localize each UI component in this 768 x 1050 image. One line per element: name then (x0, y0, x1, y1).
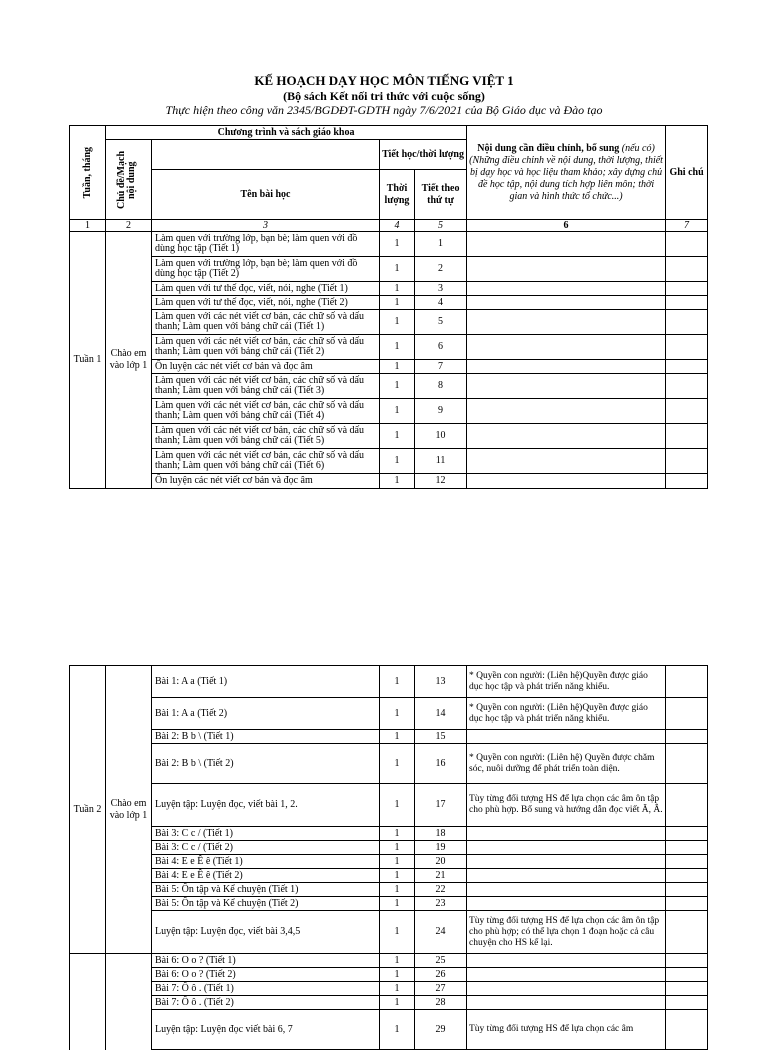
remark-cell (666, 232, 708, 257)
order-cell: 5 (415, 310, 467, 335)
week1-rows (70, 232, 708, 489)
order-cell: 7 (415, 360, 467, 374)
remark-cell (666, 855, 708, 869)
adjust-cell (467, 399, 666, 424)
duration-cell: 1 (380, 232, 415, 257)
remark-cell (666, 897, 708, 911)
lesson-cell: Ôn luyện các nét viết cơ bản và đọc âm (152, 360, 380, 374)
table-row (70, 474, 708, 489)
remark-cell (666, 698, 708, 730)
order-cell: 18 (415, 827, 467, 841)
order-cell: 11 (415, 449, 467, 474)
adjust-cell (467, 310, 666, 335)
header-remark: Ghi chú (666, 126, 708, 220)
remark-cell (666, 474, 708, 489)
table-row (70, 841, 708, 855)
remark-cell (666, 744, 708, 784)
plan-table-page-2 (69, 665, 708, 1050)
table-row (70, 996, 708, 1010)
lesson-cell: Bài 1: A a (Tiết 1) (152, 666, 380, 698)
remark-cell (666, 968, 708, 982)
header-lesson-name: Tên bài học (152, 170, 380, 220)
remark-cell (666, 374, 708, 399)
remark-cell (666, 335, 708, 360)
adjust-cell: Tùy từng đối tượng HS để lựa chọn các âm ôn tập cho phù hợp. Bổ sung và hướng dẫn đọc viết Ă, Â. (467, 784, 666, 827)
header-periods: Tiết học/thời lượng (380, 140, 467, 170)
table-row (70, 449, 708, 474)
order-cell: 10 (415, 424, 467, 449)
header-program: Chương trình và sách giáo khoa (106, 126, 467, 140)
lesson-cell: Làm quen với trường lớp, bạn bè; làm quen với đồ dùng học tập (Tiết 2) (152, 257, 380, 282)
adjust-cell (467, 296, 666, 310)
order-cell: 13 (415, 666, 467, 698)
adjust-cell: * Quyền con người: (Liên hệ)Quyền được giáo dục học tập và phát triển năng khiếu. (467, 666, 666, 698)
lesson-cell: Làm quen với các nét viết cơ bản, các chữ số và dấu thanh; Làm quen với bảng chữ cái (Tiết 2) (152, 335, 380, 360)
order-cell: 28 (415, 996, 467, 1010)
adjust-cell: * Quyền con người: (Liên hệ) Quyền được chăm sóc, nuôi dưỡng để phát triển toàn diện. (467, 744, 666, 784)
week-cell: Tuần 2 (70, 666, 106, 954)
duration-cell: 1 (380, 730, 415, 744)
adjust-cell (467, 374, 666, 399)
duration-cell: 1 (380, 1010, 415, 1050)
table-row (70, 911, 708, 954)
table-row (70, 310, 708, 335)
order-cell: 27 (415, 982, 467, 996)
remark-cell (666, 869, 708, 883)
table-row (70, 883, 708, 897)
duration-cell: 1 (380, 666, 415, 698)
document-header (0, 73, 768, 118)
order-cell: 22 (415, 883, 467, 897)
remark-cell (666, 257, 708, 282)
table-row (70, 282, 708, 296)
order-cell: 15 (415, 730, 467, 744)
remark-cell (666, 449, 708, 474)
lesson-cell: Bài 6: O o ? (Tiết 2) (152, 968, 380, 982)
order-cell: 3 (415, 282, 467, 296)
table-row (70, 730, 708, 744)
duration-cell: 1 (380, 911, 415, 954)
header-number-row: 1 2 3 4 5 6 7 (70, 220, 708, 232)
lesson-cell: Làm quen với tư thế đọc, viết, nói, nghe (Tiết 1) (152, 282, 380, 296)
adjust-cell (467, 954, 666, 968)
duration-cell: 1 (380, 954, 415, 968)
duration-cell: 1 (380, 257, 415, 282)
topic-cell (106, 954, 152, 1050)
adjust-cell: * Quyền con người: (Liên hệ)Quyền được giáo dục học tập và phát triển năng khiếu. (467, 698, 666, 730)
duration-cell: 1 (380, 744, 415, 784)
remark-cell (666, 424, 708, 449)
header-week: Tuần, tháng (70, 126, 106, 220)
lesson-cell: Luyện tập: Luyện đọc, viết bài 3,4,5 (152, 911, 380, 954)
table-row (70, 982, 708, 996)
remark-cell (666, 360, 708, 374)
order-cell: 9 (415, 399, 467, 424)
order-cell: 26 (415, 968, 467, 982)
adjust-cell: Tùy từng đối tượng HS để lựa chọn các âm (467, 1010, 666, 1050)
order-cell: 6 (415, 335, 467, 360)
document-title: KẾ HOẠCH DẠY HỌC MÔN TIẾNG VIỆT 1 (254, 73, 514, 88)
header-blank (152, 140, 380, 170)
order-cell: 4 (415, 296, 467, 310)
adjust-cell (467, 424, 666, 449)
lesson-cell: Bài 7: Ô ô . (Tiết 1) (152, 982, 380, 996)
order-cell: 16 (415, 744, 467, 784)
remark-cell (666, 1010, 708, 1050)
adjust-cell (467, 257, 666, 282)
table-row (70, 744, 708, 784)
order-cell: 19 (415, 841, 467, 855)
duration-cell: 1 (380, 869, 415, 883)
table-row (70, 232, 708, 257)
order-cell: 1 (415, 232, 467, 257)
remark-cell (666, 911, 708, 954)
document-subtitle: (Bộ sách Kết nối tri thức với cuộc sống) (283, 89, 485, 103)
lesson-cell: Bài 3: C c / (Tiết 2) (152, 841, 380, 855)
lesson-cell: Bài 2: B b \ (Tiết 1) (152, 730, 380, 744)
lesson-cell: Bài 5: Ôn tập và Kể chuyện (Tiết 1) (152, 883, 380, 897)
lesson-cell: Bài 6: O o ? (Tiết 1) (152, 954, 380, 968)
order-cell: 21 (415, 869, 467, 883)
table-row (70, 257, 708, 282)
lesson-cell: Làm quen với các nét viết cơ bản, các chữ số và dấu thanh; Làm quen với bảng chữ cái (Tiết 3) (152, 374, 380, 399)
order-cell: 20 (415, 855, 467, 869)
lesson-cell: Bài 2: B b \ (Tiết 2) (152, 744, 380, 784)
remark-cell (666, 996, 708, 1010)
table-row (70, 968, 708, 982)
adjust-cell (467, 474, 666, 489)
week2-rows (70, 666, 708, 954)
header-order: Tiết theo thứ tự (415, 170, 467, 220)
table-row (70, 374, 708, 399)
lesson-cell: Làm quen với các nét viết cơ bản, các chữ số và dấu thanh; Làm quen với bảng chữ cái (Tiết 6) (152, 449, 380, 474)
duration-cell: 1 (380, 474, 415, 489)
table-row (70, 855, 708, 869)
duration-cell: 1 (380, 968, 415, 982)
duration-cell: 1 (380, 841, 415, 855)
order-cell: 2 (415, 257, 467, 282)
duration-cell: 1 (380, 698, 415, 730)
duration-cell: 1 (380, 449, 415, 474)
remark-cell (666, 666, 708, 698)
lesson-cell: Bài 3: C c / (Tiết 1) (152, 827, 380, 841)
adjust-cell (467, 897, 666, 911)
remark-cell (666, 296, 708, 310)
adjust-cell (467, 360, 666, 374)
lesson-cell: Luyện tập: Luyện đọc, viết bài 1, 2. (152, 784, 380, 827)
adjust-cell (467, 232, 666, 257)
table-row (70, 399, 708, 424)
duration-cell: 1 (380, 399, 415, 424)
adjust-cell (467, 827, 666, 841)
plan-table-page-1 (69, 125, 708, 489)
header-duration: Thời lượng (380, 170, 415, 220)
order-cell: 29 (415, 1010, 467, 1050)
week-cell: Tuần 1 (70, 232, 106, 489)
remark-cell (666, 954, 708, 968)
adjust-cell (467, 869, 666, 883)
lesson-cell: Bài 7: Ô ô . (Tiết 2) (152, 996, 380, 1010)
duration-cell: 1 (380, 374, 415, 399)
order-cell: 8 (415, 374, 467, 399)
adjust-cell (467, 730, 666, 744)
duration-cell: 1 (380, 883, 415, 897)
remark-cell (666, 841, 708, 855)
adjust-cell (467, 282, 666, 296)
week3-rows (70, 954, 708, 1050)
lesson-cell: Luyện tập: Luyện đọc viết bài 6, 7 (152, 1010, 380, 1050)
lesson-cell: Làm quen với tư thế đọc, viết, nói, nghe (Tiết 2) (152, 296, 380, 310)
lesson-cell: Bài 4: E e Ê ê (Tiết 1) (152, 855, 380, 869)
topic-cell: Chào em vào lớp 1 (106, 666, 152, 954)
table-row (70, 827, 708, 841)
lesson-cell: Làm quen với các nét viết cơ bản, các chữ số và dấu thanh; Làm quen với bảng chữ cái (Tiết 5) (152, 424, 380, 449)
adjust-cell (467, 996, 666, 1010)
order-cell: 14 (415, 698, 467, 730)
duration-cell: 1 (380, 360, 415, 374)
remark-cell (666, 310, 708, 335)
lesson-cell: Làm quen với trường lớp, bạn bè; làm quen với đồ dùng học tập (Tiết 1) (152, 232, 380, 257)
adjust-cell (467, 883, 666, 897)
table-row (70, 869, 708, 883)
duration-cell: 1 (380, 424, 415, 449)
adjust-cell (467, 968, 666, 982)
table-row (70, 897, 708, 911)
table-row (70, 424, 708, 449)
table-row (70, 360, 708, 374)
lesson-cell: Bài 5: Ôn tập và Kể chuyện (Tiết 2) (152, 897, 380, 911)
order-cell: 23 (415, 897, 467, 911)
duration-cell: 1 (380, 335, 415, 360)
order-cell: 25 (415, 954, 467, 968)
lesson-cell: Ôn luyện các nét viết cơ bản và đọc âm (152, 474, 380, 489)
table-row (70, 666, 708, 698)
document-basis: Thực hiện theo công văn 2345/BGDĐT-GDTH ngày 7/6/2021 của Bộ Giáo dục và Đào tạo (165, 103, 603, 117)
header-topic: Chủ đề/Mạch nội dung (106, 140, 152, 220)
adjust-cell: Tùy từng đối tượng HS để lựa chọn các âm ôn tập cho phù hợp; có thể lựa chọn 1 đoạn hoặc cả câu chuyện cho HS kể lại. (467, 911, 666, 954)
remark-cell (666, 883, 708, 897)
header-adjust: Nội dung cần điều chỉnh, bổ sung (nếu có)(Những điều chỉnh về nội dung, thời lượng, thiết bị dạy học và học liệu tham khảo; xây dựng chủ đề học tập, nội dung tích hợp liên môn; thời gian và hình thức tổ chức...) (467, 126, 666, 220)
remark-cell (666, 730, 708, 744)
duration-cell: 1 (380, 296, 415, 310)
table-row (70, 784, 708, 827)
remark-cell (666, 827, 708, 841)
adjust-cell (467, 855, 666, 869)
remark-cell (666, 399, 708, 424)
table-row (70, 1010, 708, 1050)
duration-cell: 1 (380, 897, 415, 911)
table-row (70, 698, 708, 730)
duration-cell: 1 (380, 996, 415, 1010)
duration-cell: 1 (380, 855, 415, 869)
adjust-cell (467, 335, 666, 360)
lesson-cell: Làm quen với các nét viết cơ bản, các chữ số và dấu thanh; Làm quen với bảng chữ cái (Tiết 4) (152, 399, 380, 424)
order-cell: 17 (415, 784, 467, 827)
lesson-cell: Làm quen với các nét viết cơ bản, các chữ số và dấu thanh; Làm quen với bảng chữ cái (Tiết 1) (152, 310, 380, 335)
duration-cell: 1 (380, 982, 415, 996)
table-row (70, 954, 708, 968)
remark-cell (666, 784, 708, 827)
duration-cell: 1 (380, 282, 415, 296)
order-cell: 12 (415, 474, 467, 489)
duration-cell: 1 (380, 827, 415, 841)
adjust-cell (467, 841, 666, 855)
adjust-cell (467, 982, 666, 996)
remark-cell (666, 282, 708, 296)
remark-cell (666, 982, 708, 996)
duration-cell: 1 (380, 310, 415, 335)
lesson-cell: Bài 4: E e Ê ê (Tiết 2) (152, 869, 380, 883)
adjust-cell (467, 449, 666, 474)
topic-cell: Chào em vào lớp 1 (106, 232, 152, 489)
week-cell (70, 954, 106, 1050)
order-cell: 24 (415, 911, 467, 954)
lesson-cell: Bài 1: A a (Tiết 2) (152, 698, 380, 730)
table-row (70, 335, 708, 360)
table-row (70, 296, 708, 310)
duration-cell: 1 (380, 784, 415, 827)
